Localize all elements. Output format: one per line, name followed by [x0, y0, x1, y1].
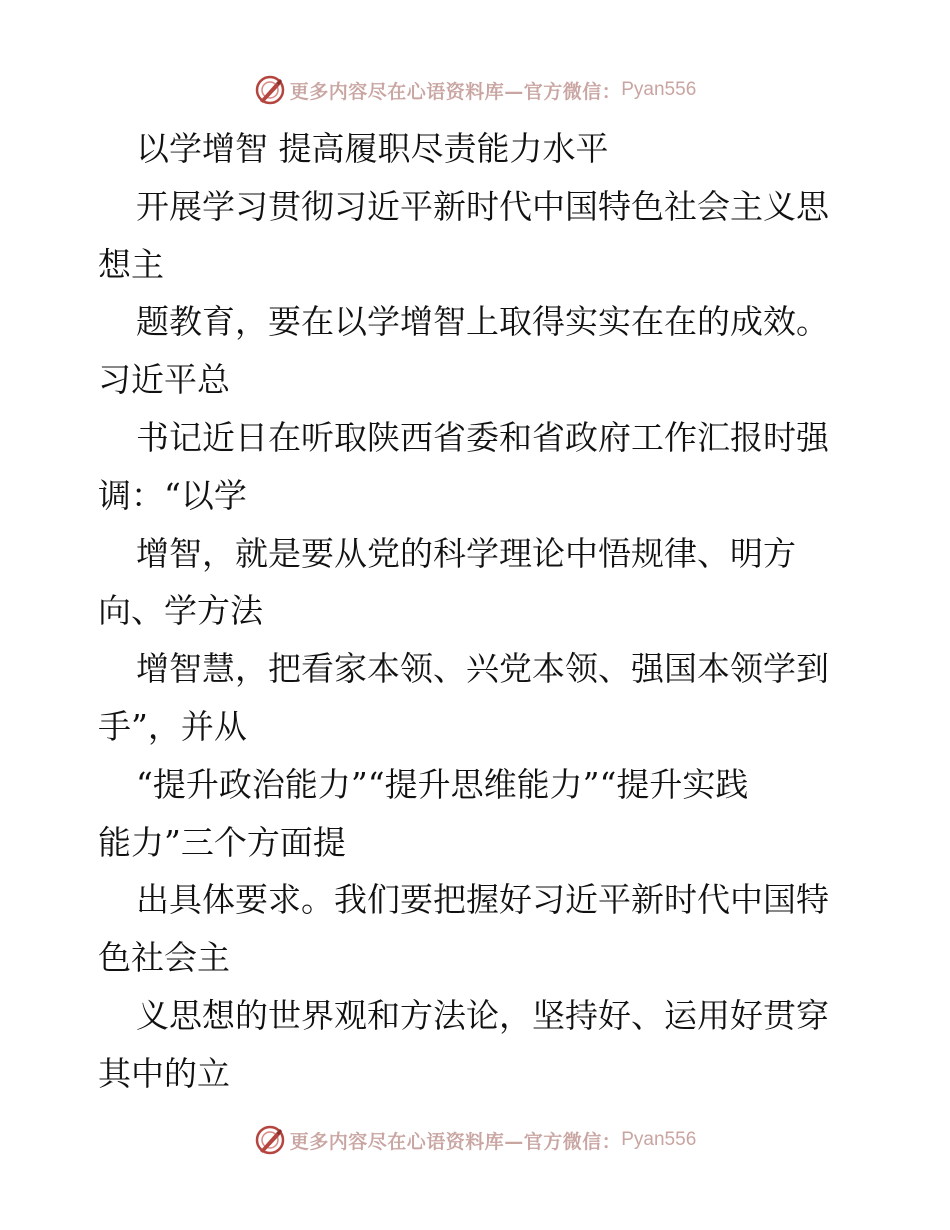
pen-logo-icon — [254, 1124, 286, 1156]
text-line: 书记近日在听取陕西省委和省政府工作汇报时强 — [136, 417, 829, 457]
header-banner — [0, 68, 950, 112]
text-line: 色社会主 — [98, 938, 230, 978]
banner-text: 更多内容尽在心语资料库—官方微信： — [289, 80, 622, 103]
wechat-id: Pyan556 — [621, 79, 697, 100]
text-line: 开展学习贯彻习近平新时代中国特色社会主义思 — [136, 186, 829, 226]
pen-logo-icon — [254, 74, 286, 106]
text-line: 其中的立 — [98, 1053, 230, 1093]
footer-banner — [0, 1118, 950, 1162]
banner-text: 更多内容尽在心语资料库—官方微信： — [289, 1130, 622, 1153]
text-line: 习近平总 — [98, 360, 230, 400]
text-line: 向、学方法 — [98, 591, 263, 631]
document-title: 以学增智 提高履职尽责能力水平 — [136, 129, 609, 168]
text-line: 调：“以学 — [98, 475, 247, 515]
wechat-id: Pyan556 — [621, 1129, 697, 1150]
text-line: 义思想的世界观和方法论，坚持好、运用好贯穿 — [136, 995, 829, 1035]
text-line: 增智，就是要从党的科学理论中悟规律、明方 — [136, 533, 796, 573]
text-line: 增智慧，把看家本领、兴党本领、强国本领学到 — [136, 649, 829, 689]
text-line: 手”，并从 — [98, 706, 247, 746]
text-line: 想主 — [98, 244, 164, 284]
text-line: 题教育，要在以学增智上取得实实在在的成效。 — [136, 302, 829, 342]
text-line: 能力”三个方面提 — [98, 822, 346, 862]
text-line: 出具体要求。我们要把握好习近平新时代中国特 — [136, 880, 829, 920]
text-line: “提升政治能力”“提升思维能力”“提升实践 — [136, 764, 749, 804]
document-body — [98, 120, 854, 1103]
